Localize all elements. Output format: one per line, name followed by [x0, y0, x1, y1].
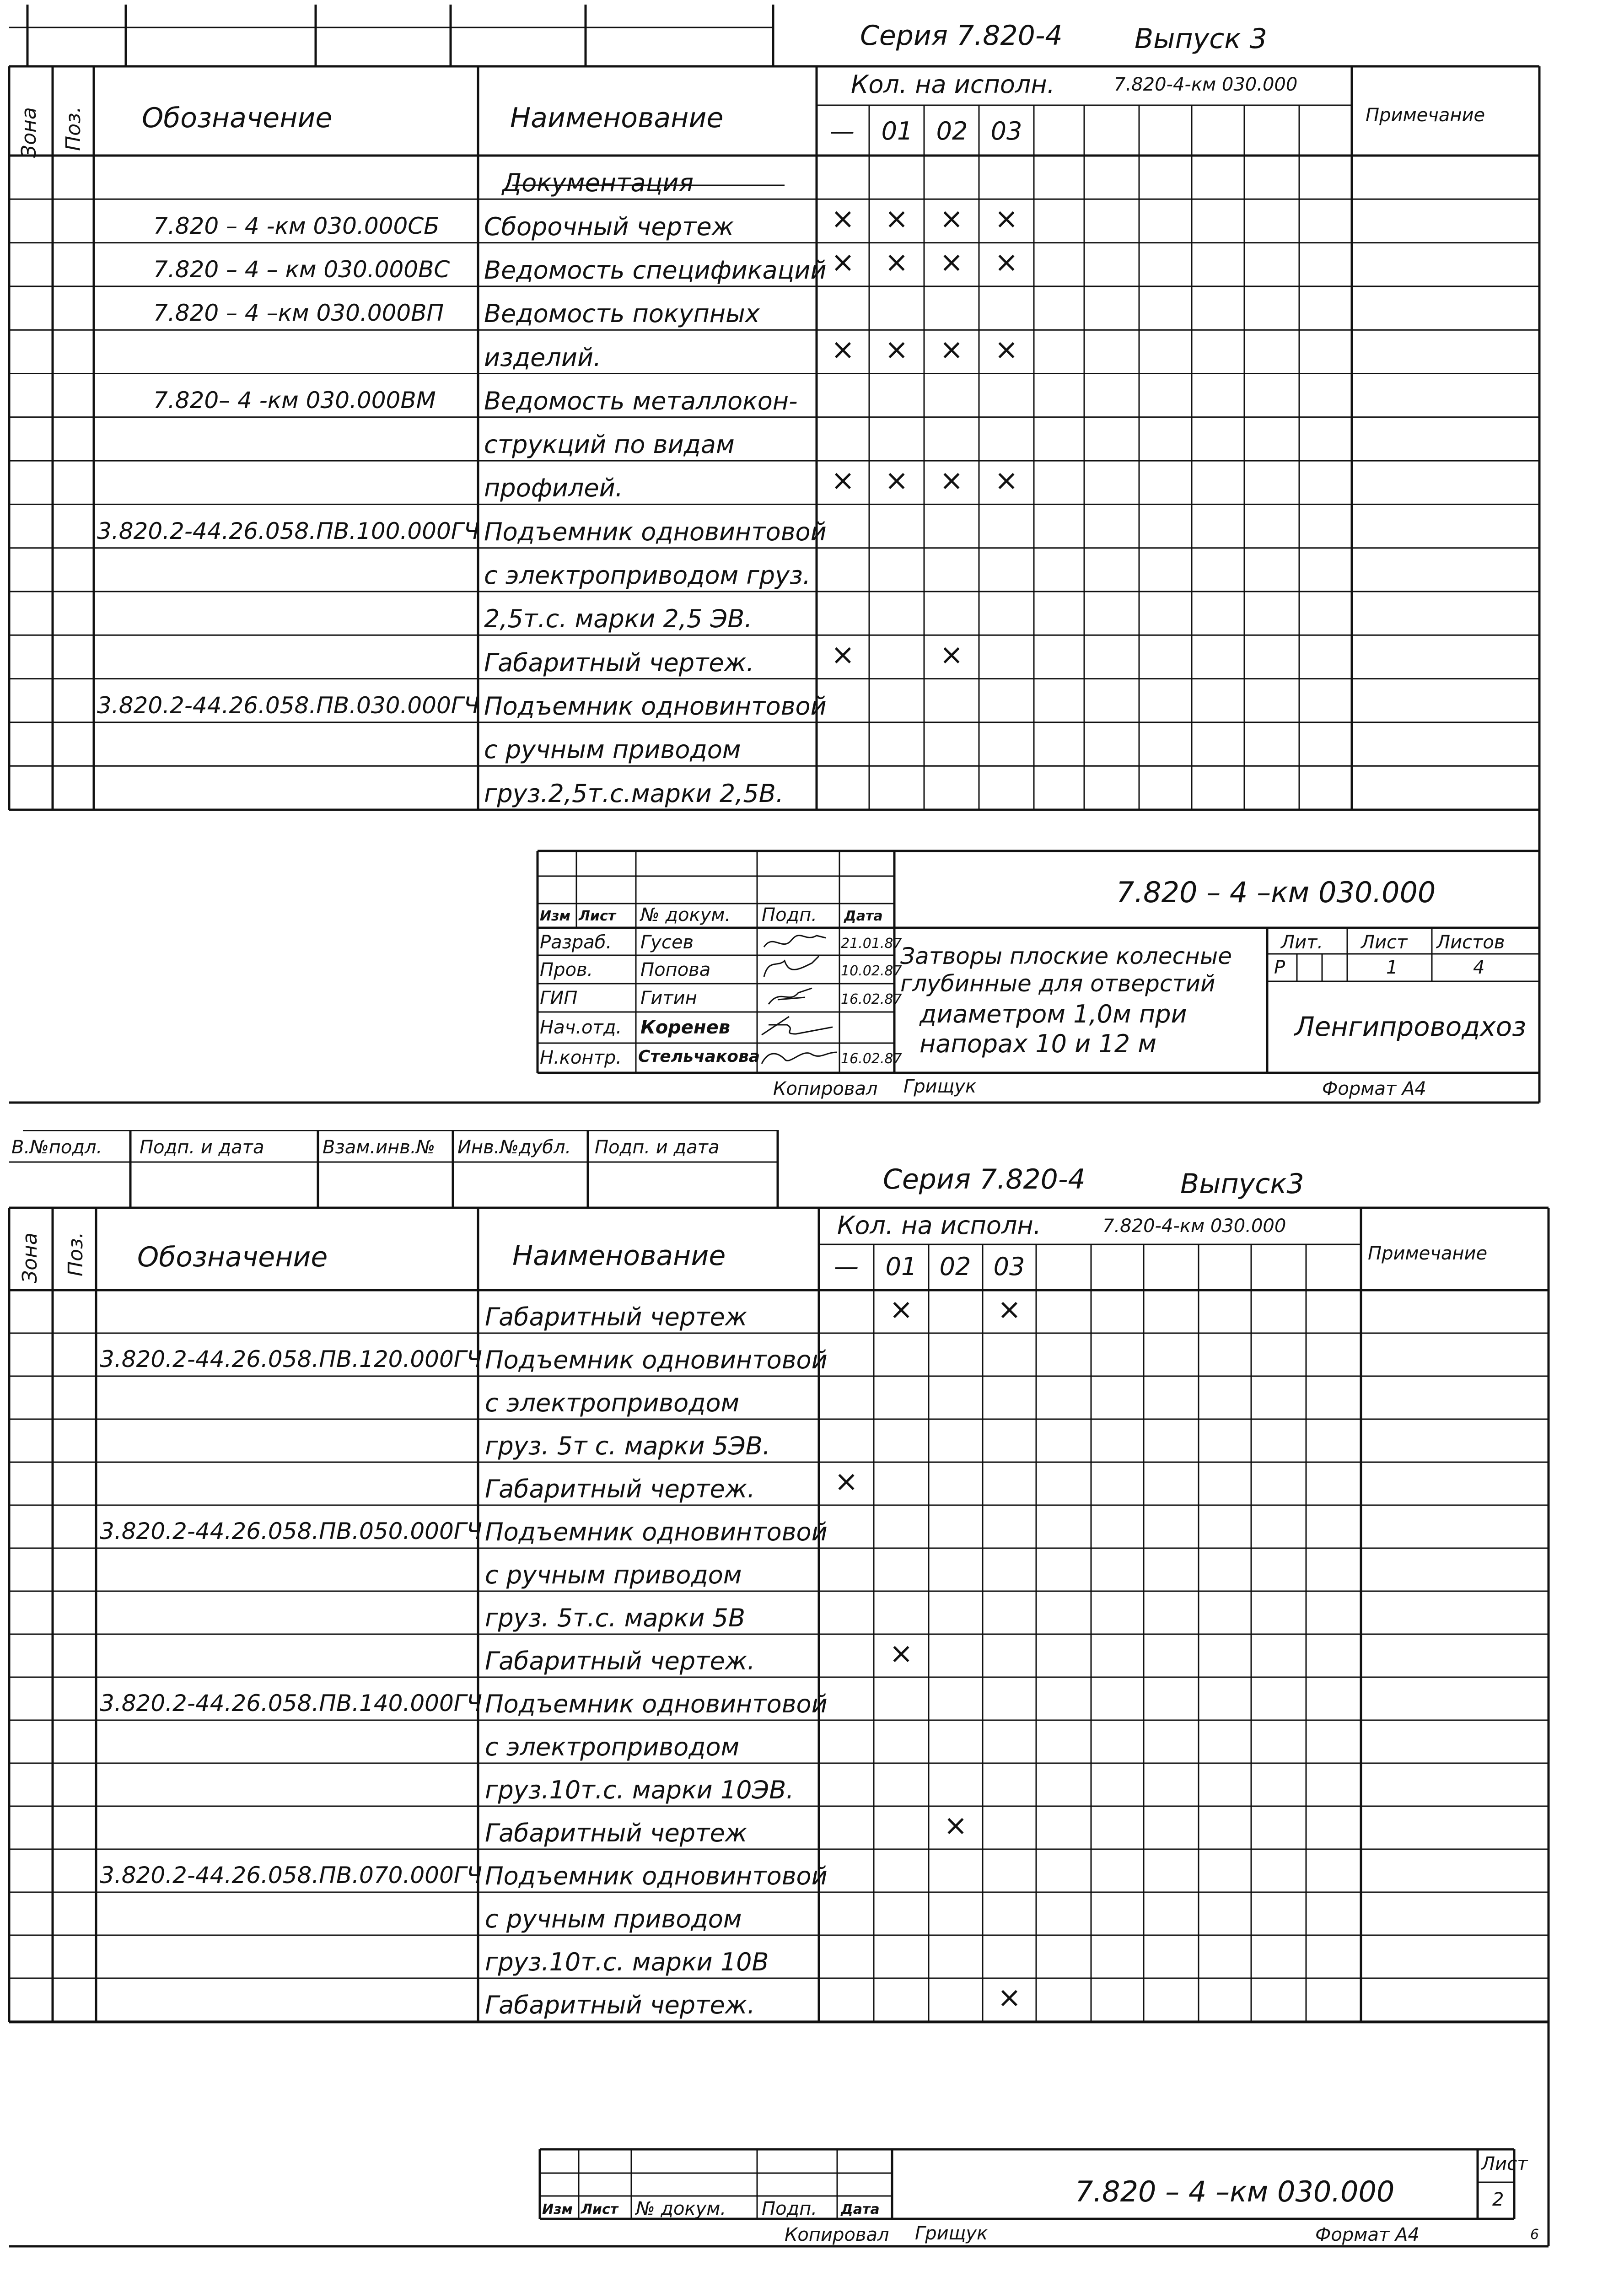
issue-label: Выпуск 3	[1135, 23, 1267, 55]
variant-header-01: 01	[881, 117, 913, 145]
name-cell: с ручным приводом	[485, 1561, 742, 1589]
tb1-title-line-3: диаметром 1,0м при	[920, 1000, 1187, 1028]
variant-mark-cell: ×	[885, 201, 909, 235]
name-cell: с электроприводом	[485, 1733, 740, 1761]
tb1-col-date: Дата	[844, 908, 883, 924]
copier-name: Грищук	[903, 1076, 977, 1097]
variant-mark-cell: ×	[831, 637, 855, 671]
designation-cell: 3.820.2-44.26.058.ПВ.030.000ГЧ	[97, 692, 479, 719]
name-cell: Сборочный чертеж	[484, 212, 734, 241]
designation-cell: 7.820 – 4 – км 030.000ВС	[153, 256, 450, 283]
stamp-label-dup-inv: Инв.№дубл.	[457, 1137, 571, 1158]
person-name: Гусев	[640, 932, 694, 953]
tb1-sheet-label: Лист	[1361, 932, 1408, 953]
signature-gusev	[764, 936, 826, 947]
variant-mark-cell: ×	[995, 201, 1018, 235]
person-date: 21.01.87	[841, 936, 902, 952]
name-cell: Габаритный чертеж.	[485, 1991, 755, 2019]
designation-cell: 7.820– 4 -км 030.000ВМ	[153, 387, 436, 414]
tb1-col-doc: № докум.	[640, 904, 731, 926]
sheet-2	[0, 1130, 1624, 2271]
tb2-col-date: Дата	[841, 2201, 880, 2217]
name-cell: Габаритный чертеж	[485, 1302, 747, 1331]
name-cell: Габаритный чертеж	[485, 1819, 747, 1847]
qty-header: Кол. на исполн.	[837, 1211, 1041, 1240]
tb1-col-list: Лист	[579, 908, 616, 924]
designation-cell: 7.820 – 4 -км 030.000СБ	[153, 212, 440, 239]
name-cell: Ведомость спецификаций	[484, 255, 827, 285]
name-cell: Подъемник одновинтовой	[485, 1345, 828, 1374]
tb1-title-line-4: напорах 10 и 12 м	[920, 1029, 1156, 1058]
variant-mark-cell: ×	[995, 463, 1018, 497]
title-block-2-doc: 7.820 – 4 –км 030.000	[1075, 2175, 1395, 2208]
stamp-label-inv-orig: В.№подл.	[11, 1137, 102, 1158]
copier-name: Грищук	[915, 2223, 988, 2244]
variant-mark-cell: ×	[940, 332, 963, 366]
person-role: Н.контр.	[540, 1047, 622, 1068]
person-role: Нач.отд.	[540, 1017, 622, 1038]
name-cell: профилей.	[484, 474, 623, 503]
designation-header: Обозначение	[137, 1241, 328, 1273]
name-cell: с ручным приводом	[485, 1905, 742, 1933]
signature-korenev	[762, 1017, 833, 1035]
variant-mark-cell: ×	[885, 463, 909, 497]
person-name: Гитин	[640, 988, 697, 1009]
tb1-org: Ленгипроводхоз	[1295, 1011, 1527, 1042]
person-role: Разраб.	[540, 932, 612, 953]
qty-doc-header: 7.820-4-км 030.000	[1102, 1216, 1286, 1237]
variant-header-base: —	[834, 1252, 859, 1281]
variant-mark-cell: ×	[831, 201, 855, 235]
tb2-col-list: Лист	[581, 2201, 618, 2217]
person-role: ГИП	[540, 988, 578, 1009]
variant-mark-cell: ×	[940, 463, 963, 497]
tb1-sheets-label: Листов	[1436, 932, 1505, 953]
person-name: Стельчакова	[638, 1047, 760, 1066]
designation-cell: 7.820 – 4 –км 030.000ВП	[153, 300, 444, 327]
designation-header: Обозначение	[142, 102, 333, 134]
signature-stelchakova	[762, 1052, 837, 1064]
person-date: 10.02.87	[841, 963, 902, 979]
tb2-sheet-value: 2	[1492, 2189, 1504, 2210]
name-cell: Подъемник одновинтовой	[484, 691, 827, 721]
designation-cell: 3.820.2-44.26.058.ПВ.140.000ГЧ	[100, 1690, 482, 1717]
name-cell: с электроприводом груз.	[484, 561, 811, 590]
pos-header: Поз.	[64, 1232, 87, 1276]
name-cell: Ведомость металлокон-	[484, 386, 798, 415]
tb1-col-izm: Изм	[540, 908, 571, 924]
variant-header-base: —	[830, 117, 855, 145]
variant-mark-cell: ×	[997, 1980, 1022, 2014]
person-role: Пров.	[540, 959, 593, 980]
tb1-col-sign: Подп.	[762, 904, 817, 926]
name-cell: изделий.	[484, 343, 602, 372]
name-cell: груз.10т.с. марки 10В	[485, 1948, 769, 1976]
tb1-sheets-value: 4	[1473, 957, 1485, 978]
pos-header: Поз.	[62, 106, 85, 151]
zone-header: Зона	[17, 107, 41, 158]
variant-header-02: 02	[939, 1252, 971, 1281]
variant-header-03: 03	[993, 1252, 1025, 1281]
person-name: Попова	[640, 959, 711, 980]
tb1-title-line-1: Затворы плоские колесные	[900, 943, 1232, 969]
variant-mark-cell: ×	[831, 463, 855, 497]
designation-cell: 3.820.2-44.26.058.ПВ.120.000ГЧ	[100, 1346, 482, 1372]
person-name: Коренев	[640, 1017, 731, 1038]
qty-doc-header: 7.820-4-км 030.000	[1114, 74, 1298, 95]
name-cell: Габаритный чертеж.	[485, 1647, 755, 1675]
name-cell: Документация	[502, 168, 694, 198]
name-cell: Габаритный чертеж.	[484, 648, 754, 677]
stamp-label-sign-date-2: Подп. и дата	[595, 1137, 720, 1158]
tb1-lit-label: Лит.	[1281, 932, 1323, 953]
name-cell: Подъемник одновинтовой	[485, 1862, 828, 1890]
series-label: Серия 7.820-4	[860, 20, 1063, 52]
name-cell: с ручным приводом	[484, 735, 741, 764]
note-header: Примечание	[1366, 105, 1485, 126]
issue-label: Выпуск3	[1180, 1168, 1304, 1200]
designation-cell: 3.820.2-44.26.058.ПВ.070.000ГЧ	[100, 1862, 482, 1889]
name-header: Наименование	[512, 1240, 726, 1272]
format-label: Формат А4	[1315, 2224, 1420, 2245]
format-label: Формат А4	[1322, 1078, 1426, 1099]
signature-popova	[764, 956, 819, 977]
variant-mark-cell: ×	[940, 637, 963, 671]
tb1-sheet-value: 1	[1386, 957, 1398, 978]
name-cell: с электроприводом	[485, 1388, 740, 1417]
variant-mark-cell: ×	[889, 1636, 913, 1670]
name-cell: груз.2,5т.с.марки 2,5В.	[484, 779, 784, 808]
variant-header-01: 01	[885, 1252, 917, 1281]
title-block-2-grid	[0, 1130, 1624, 2271]
person-date: 16.02.87	[841, 991, 902, 1007]
variant-header-03: 03	[990, 117, 1022, 145]
zone-header: Зона	[18, 1232, 42, 1283]
tb1-lit-value: Р	[1274, 957, 1285, 978]
name-cell: Ведомость покупных	[484, 299, 760, 328]
variant-mark-cell: ×	[997, 1292, 1022, 1326]
tb1-title-line-2: глубинные для отверстий	[900, 970, 1215, 997]
series-label: Серия 7.820-4	[883, 1163, 1086, 1195]
designation-cell: 3.820.2-44.26.058.ПВ.100.000ГЧ	[97, 517, 479, 544]
variant-mark-cell: ×	[889, 1292, 913, 1326]
variant-mark-cell: ×	[834, 1464, 858, 1498]
edge-mark: 6	[1530, 2227, 1539, 2243]
variant-mark-cell: ×	[885, 332, 909, 366]
designation-cell: 3.820.2-44.26.058.ПВ.050.000ГЧ	[100, 1518, 482, 1544]
tb2-col-izm: Изм	[542, 2201, 573, 2217]
variant-mark-cell: ×	[831, 245, 855, 279]
name-cell: груз. 5т.с. марки 5В	[485, 1604, 746, 1632]
sheet-1	[0, 0, 1624, 1125]
name-cell: Подъемник одновинтовой	[485, 1518, 828, 1546]
variant-mark-cell: ×	[995, 332, 1018, 366]
variant-mark-cell: ×	[940, 201, 963, 235]
name-cell: груз.10т.с. марки 10ЭВ.	[485, 1776, 794, 1804]
stamp-label-sign-date: Подп. и дата	[140, 1137, 264, 1158]
variant-header-02: 02	[936, 117, 968, 145]
name-cell: 2,5т.с. марки 2,5 ЭВ.	[484, 604, 753, 634]
name-cell: Подъемник одновинтовой	[484, 517, 827, 546]
name-header: Наименование	[510, 102, 724, 134]
stamp-label-replace-inv: Взам.инв.№	[323, 1137, 436, 1158]
name-cell: Подъемник одновинтовой	[485, 1690, 828, 1718]
name-cell: Габаритный чертеж.	[485, 1475, 755, 1503]
note-header: Примечание	[1368, 1243, 1488, 1264]
qty-header: Кол. на исполн.	[851, 70, 1055, 99]
variant-mark-cell: ×	[940, 245, 963, 279]
variant-mark-cell: ×	[831, 332, 855, 366]
variant-mark-cell: ×	[944, 1808, 968, 1842]
name-cell: струкций по видам	[484, 430, 735, 459]
tb2-col-doc: № докум.	[636, 2198, 726, 2219]
title-block-1-doc: 7.820 – 4 –км 030.000	[1116, 876, 1436, 909]
name-cell: груз. 5т с. марки 5ЭВ.	[485, 1431, 770, 1460]
tb2-col-sign: Подп.	[762, 2198, 817, 2219]
signature-gitin	[769, 988, 812, 1004]
tb2-sheet-label: Лист	[1481, 2153, 1528, 2174]
signatures-1	[0, 0, 1624, 1125]
person-date: 16.02.87	[841, 1051, 902, 1067]
copied-label: Копировал	[773, 1078, 878, 1099]
copied-label: Копировал	[785, 2224, 889, 2245]
variant-mark-cell: ×	[885, 245, 909, 279]
variant-mark-cell: ×	[995, 245, 1018, 279]
